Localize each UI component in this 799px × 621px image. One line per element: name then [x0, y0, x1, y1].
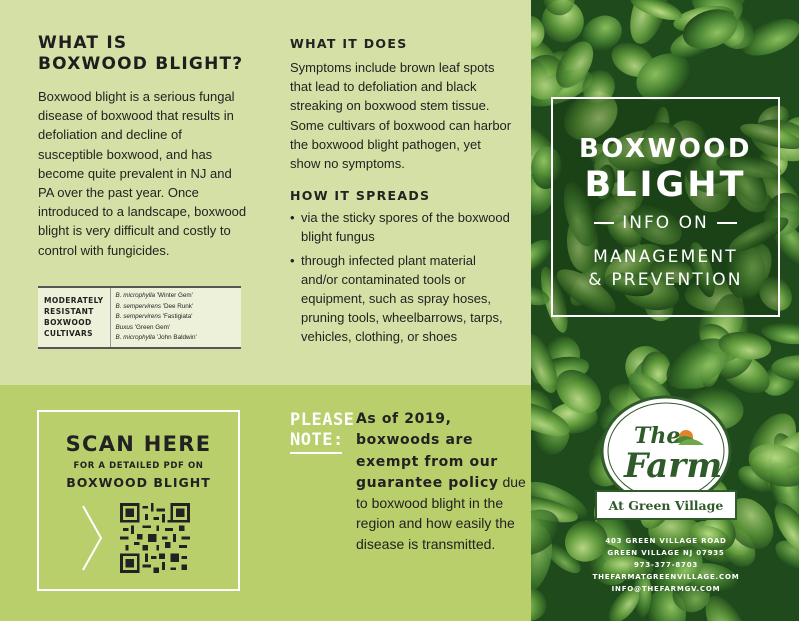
intro-heading-line1: WHAT IS	[38, 33, 128, 53]
logo-text-farm: Farm	[624, 446, 723, 486]
cover-subtitle-line1	[553, 213, 778, 233]
note-text	[356, 408, 526, 554]
contact-block	[571, 535, 761, 595]
please-note-underline	[290, 452, 342, 454]
cultivars-heading-line: BOXWOOD	[44, 318, 92, 328]
scan-title: SCAN HERE	[65, 432, 212, 456]
cover-subtitle-line3: & PREVENTION	[588, 270, 743, 290]
spread-list	[290, 208, 512, 346]
address-line2: GREEN VILLAGE NJ 07935	[607, 549, 725, 557]
cover-title-line1: BOXWOOD	[578, 134, 752, 164]
note-bold-text: As of 2019, boxwoods are exempt from our guarantee policy	[356, 411, 499, 491]
dash-right	[717, 222, 737, 224]
scan-subtitle: FOR A DETAILED PDF ON	[73, 461, 204, 471]
cultivars-list	[110, 287, 241, 348]
please-note-label	[290, 410, 355, 454]
scan-subtitle-2: BOXWOOD BLIGHT	[66, 475, 211, 490]
email-link[interactable]: INFO@THEFARMGV.COM	[611, 585, 721, 593]
phone-number: 973-377-8703	[633, 561, 699, 569]
chevron-right-icon	[79, 504, 105, 572]
qr-code[interactable]	[120, 503, 190, 573]
details-section	[290, 36, 512, 351]
how-it-spreads-heading: HOW IT SPREADS	[290, 188, 431, 204]
cover-subtitle-lines	[553, 246, 778, 292]
intro-heading	[38, 33, 248, 75]
note-rest-text: due to boxwood blight in the region and how easily the disease is transmitted.	[356, 473, 526, 552]
cover-subtitle-line2: MANAGEMENT	[593, 247, 738, 267]
address-line1: 403 GREEN VILLAGE ROAD	[605, 537, 727, 545]
intro-section	[38, 33, 248, 260]
cultivar-item: B. microphylla 'Winter Gem'	[115, 292, 193, 299]
scan-box[interactable]	[37, 410, 240, 591]
cultivars-heading-line: MODERATELY	[44, 296, 104, 306]
please-note-line2: NOTE:	[290, 430, 344, 450]
cultivars-table	[38, 286, 241, 349]
cultivar-item: B. sempervirens 'Fastigiata'	[115, 313, 193, 320]
cultivars-heading-line: CULTIVARS	[44, 329, 93, 339]
cultivar-item: Buxus 'Green Gem'	[115, 323, 171, 331]
logo-tagline: At Green Village	[608, 498, 724, 513]
dash-left	[594, 222, 614, 224]
spread-list-item: • through infected plant material and/or contaminated tools or equipment, such as spray hoses, pruning tools, wheelbarrows, tarps, vehicles, clothing, or shoes	[290, 251, 512, 347]
what-it-does-body: Symptoms include brown leaf spots that lead to defoliation and black streaking on boxwood stem tissue. Some cultivars of boxwood can harbor the boxwood blight pathogen, yet show no symptoms.	[290, 60, 512, 172]
what-it-does-heading: WHAT IT DOES	[290, 36, 408, 51]
logo-text-the: The	[634, 423, 681, 449]
please-note-line1: PLEASE	[290, 410, 355, 430]
intro-heading-line2: BOXWOOD BLIGHT?	[38, 54, 244, 74]
cover-subtitle-text: INFO ON	[622, 213, 709, 233]
cultivars-heading-line: RESISTANT	[44, 307, 94, 317]
farm-logo	[594, 393, 738, 524]
intro-body: Boxwood blight is a serious fungal disease of boxwood that results in defoliation and decline of susceptible boxwood, and has become quite prevalent in NJ and PA over the past year. Once introduced to a landscape, boxwood blight is very difficult and costly to control with fungicides.	[38, 89, 247, 258]
cultivars-heading	[38, 287, 110, 348]
cultivar-item: B. microphylla 'John Baldwin'	[115, 334, 197, 341]
spread-list-item: • via the sticky spores of the boxwood blight fungus	[290, 208, 512, 246]
cover-title-line2: BLIGHT	[584, 165, 747, 205]
cultivar-item: B. sempervirens 'Dee Runk'	[115, 302, 194, 310]
website-link[interactable]: THEFARMATGREENVILLAGE.COM	[592, 573, 740, 581]
cover-title-box	[551, 97, 780, 317]
